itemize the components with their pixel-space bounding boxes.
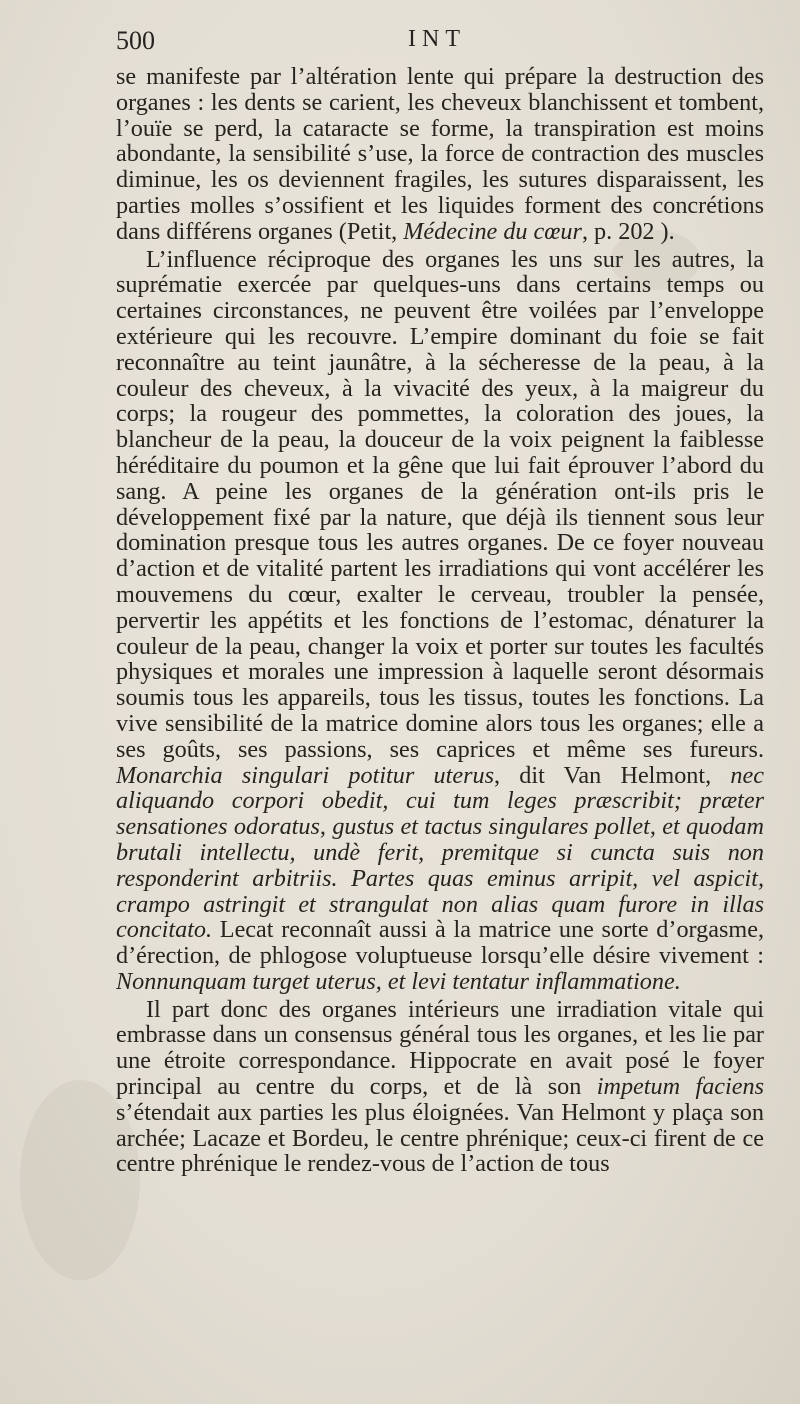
running-head: INT	[408, 26, 466, 52]
text-segment: L’influence réciproque des organes les uns sur les autres, la suprématie exercée par quelques-uns dans certains temps ou certaines circonstances, ne peuvent être voilées par l’enveloppe extérieure qui les recouvre. L’empire dominant du foie se fait reconnaître au teint jaunâtre, à la sécheresse de la peau, à la couleur des cheveux, à la vivacité des yeux, à la maigreur du corps; la rougeur des pommettes, la coloration des joues, la blancheur de la peau, la douceur de la voix peignent la faiblesse héréditaire du poumon et la gêne que lui fait éprouver l’abord du sang. A peine les organes de la génération ont-ils pris le développement fixé par la nature, que déjà ils tiennent sous leur domination presque tous les autres organes. De ce foyer nouveau d’action et de vitalité partent les irradiations qui vont accélérer les mouvemens du cœur, exalter le cerveau, troubler la pensée, pervertir les appétits et les fonctions de l’estomac, dénaturer la couleur de la peau, changer la voix et porter sur toutes les facultés physiques et morales une impression à laquelle seront désormais soumis tous les appareils, tous les tissus, toutes les fonctions. La vive sensibilité de la matrice domine alors tous les organes; elle a ses goûts, ses passions, ses caprices et même ses fureurs.	[116, 245, 764, 763]
text-segment: , dit Van Helmont,	[494, 761, 731, 789]
text-segment: se manifeste par l’altération lente qui prépare la destruction des organes : les dents se carient, les cheveux blanchissent et tombent, l’ouïe se perd, la cataracte se forme, la transpiration est moins abondante, la sensibilité s’use, la force de contraction des muscles diminue, les os deviennent fragiles, les sutures disparaissent, les parties molles s’ossifient et les liquides forment des concrétions dans différens organes (Petit,	[116, 63, 764, 245]
text-segment: s’étendait aux parties les plus éloignées. Van Helmont y plaça son archée; Lacaze et Bordeu, le centre phrénique; ceux-ci firent de ce centre phrénique le rendez-vous de l’action de tous	[116, 1098, 764, 1178]
text-segment: Il part donc des organes intérieurs une irradiation vitale qui embrasse dans un consensus général tous les organes, et les lie par une étroite correspondance. Hippocrate en avait posé le foyer principal au centre du corps, et de là son	[116, 995, 764, 1101]
paragraph	[116, 997, 764, 1178]
text-segment: Lecat reconnaît aussi à la matrice une sorte d’orgasme, d’érection, de phlogose voluptueuse lorsqu’elle désire vivement :	[116, 916, 764, 970]
italic-text: Monarchia singulari potitur uterus	[116, 761, 494, 789]
italic-text: Médecine du cœur	[403, 217, 582, 245]
italic-text: nec aliquando corpori obedit, cui tum leges præscribit; præter sensationes odoratus, gustus et tactus singulares pollet, et quodam brutali intellectu, undè ferit, premitque si cuncta suis non responderint arbitriis. Partes quas eminus arripit, vel aspicit, crampo astringit et strangulat non alias quam furore in illas concitato.	[116, 761, 764, 944]
paragraph	[116, 64, 764, 245]
italic-text: Nonnunquam turget uterus, et levi tentatur inflammatione.	[116, 967, 681, 995]
body-text	[116, 64, 764, 1177]
text-segment: , p. 202 ).	[581, 217, 675, 245]
italic-text: impetum faciens	[596, 1073, 764, 1101]
page-header	[116, 26, 766, 58]
page-number: 500	[116, 26, 155, 55]
paragraph	[116, 247, 764, 995]
